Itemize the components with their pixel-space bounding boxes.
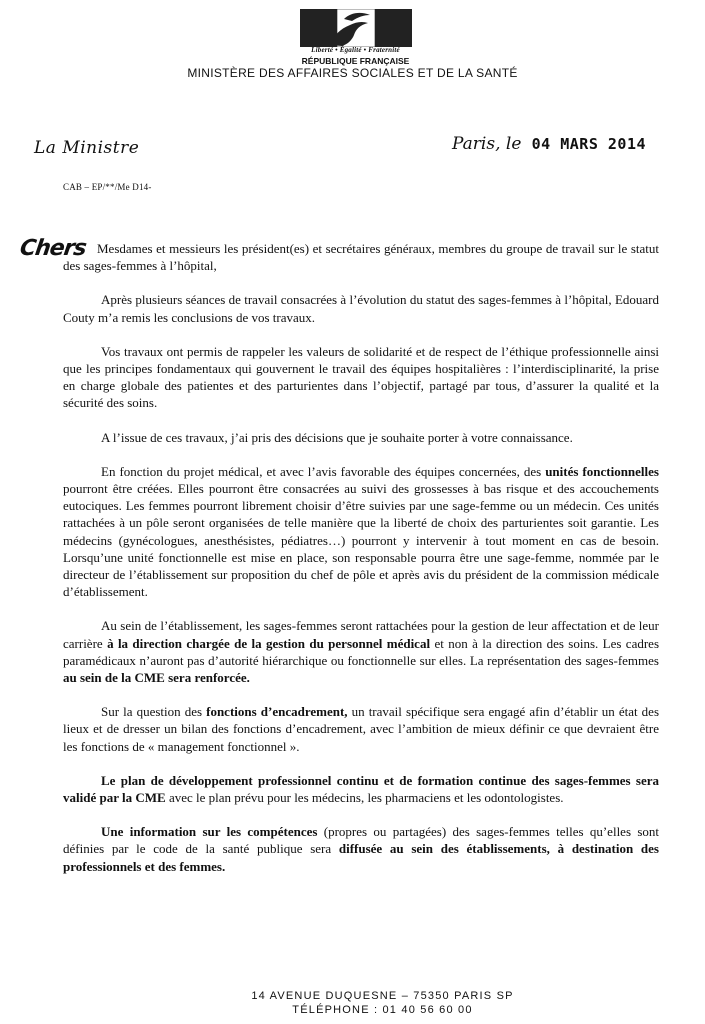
paragraph-7-bold-b: plan de développement professionnel continu et de formation continue des sages-femmes sera validé par la CME — [63, 772, 659, 806]
paragraph-5-text-a: Au sein de l’établissement, les sages-femmes seront rattachées pour la gestion de leur affectation et de leur carrière — [63, 618, 659, 651]
paragraph-5 — [63, 617, 659, 686]
paragraph-6-text-a: Sur la question des — [101, 704, 207, 720]
paragraph-2: Vos travaux ont permis de rappeler les valeurs de solidarité et de respect de l’éthique professionnelle ainsi que les principes fondamentaux qui gouvernent le travail des équipes hospitalières : l’interdisciplinarité, la prise en charge globale des patientes et des parturientes dans l’objectif, partagé par tous, d’assurer la qualité et la sécurité des soins. — [63, 343, 659, 411]
paragraph-7 — [63, 772, 659, 806]
letter-reference: CAB – EP/**/Me D14- — [63, 182, 152, 192]
paragraph-6 — [63, 703, 659, 755]
place-date — [452, 134, 646, 154]
paragraph-4-bold: unités fonctionnelles — [545, 463, 659, 479]
paragraph-5-bold-b: à la direction chargée de la gestion du personnel médical — [107, 635, 431, 651]
paragraph-3: A l’issue de ces travaux, j’ai pris des décisions que je souhaite porter à votre connaissance. — [101, 429, 573, 445]
paragraph-8 — [63, 823, 659, 875]
paragraph-7-bold-a: Le — [101, 772, 121, 788]
salutation-paragraph: Mesdames et messieurs les président(es) et secrétaires généraux, membres du groupe de travail sur le statut des sages-femmes à l’hôpital, — [63, 241, 659, 274]
letter-body — [63, 240, 659, 892]
signatory-title: La Ministre — [34, 138, 140, 158]
handwritten-greeting: Chers — [18, 236, 88, 261]
paragraph-8-text-b: (propres ou partagées) des sages-femmes telles qu’elles sont définies par le code de la santé publique sera — [63, 824, 660, 857]
place-label: Paris, le — [452, 134, 522, 154]
paragraph-8-bold-c: diffusée au sein des établissements, à destination des professionnels et des femmes. — [63, 841, 659, 874]
paragraph-5-text-c: et non à la direction des soins. Les cadres paramédicaux n’auront pas d’autorité hiérarchique ou fonctionnelle sur elles. La représentation des sages-femmes — [63, 635, 659, 668]
paragraph-1: Après plusieurs séances de travail consacrées à l’évolution du statut des sages-femmes à l’hôpital, Edouard Couty m’a remis les conclusions de vos travaux. — [63, 292, 659, 325]
marianne-logo — [300, 9, 412, 47]
paragraph-4-text-a: En fonction du projet médical, et avec l’avis favorable des équipes concernées, des — [101, 463, 546, 479]
republic-motto: Liberté • Égalité • Fraternité — [311, 46, 400, 54]
paragraph-6-text-c: un travail spécifique sera engagé afin d’établir un état des lieux et de dresser un bilan des fonctions d’encadrement, avec l’ambition de mieux définir ce que devraient être les fonctions de « management fonctionnel ». — [63, 704, 659, 754]
date-stamp: 04 MARS 2014 — [531, 135, 647, 153]
footer-address: 14 AVENUE DUQUESNE – 75350 PARIS SP — [251, 990, 514, 1002]
paragraph-4-text-c: pourront être créées. Elles pourront être consacrées au suivi des grossesses à bas risque et des accouchements eutociques. Les femmes pourront librement choisir d’être suivies par une sage-femme ou un médecin. Ces unités rattachées à un pôle seront organisées de telle manière que la liberté de choix des parturientes soit garantie. Les médecins (gynécologues, anesthésistes, pédiatres…) pourront y intervenir à tout moment en cas de besoin. Lorsqu’une unité fonctionnelle est mise en place, son responsable pourra être une sage-femme, nommée par le directeur de l’établissement sur proposition du chef de pôle et après avis du président de la commission médicale d’établissement. — [63, 481, 659, 600]
ministry-name: MINISTÈRE DES AFFAIRES SOCIALES ET DE LA SANTÉ — [187, 66, 518, 80]
paragraph-7-text-c: avec le plan prévu pour les médecins, les pharmaciens et les odontologistes. — [165, 790, 564, 806]
republic-name: RÉPUBLIQUE FRANÇAISE — [301, 56, 410, 66]
paragraph-5-bold-d: au sein de la CME sera renforcée. — [63, 670, 250, 686]
paragraph-8-bold-a: Une information sur les compétences — [101, 824, 318, 840]
paragraph-4 — [63, 463, 659, 601]
paragraph-6-bold: fonctions d’encadrement, — [206, 704, 348, 720]
footer-phone: TÉLÉPHONE : 01 40 56 60 00 — [292, 1004, 473, 1016]
